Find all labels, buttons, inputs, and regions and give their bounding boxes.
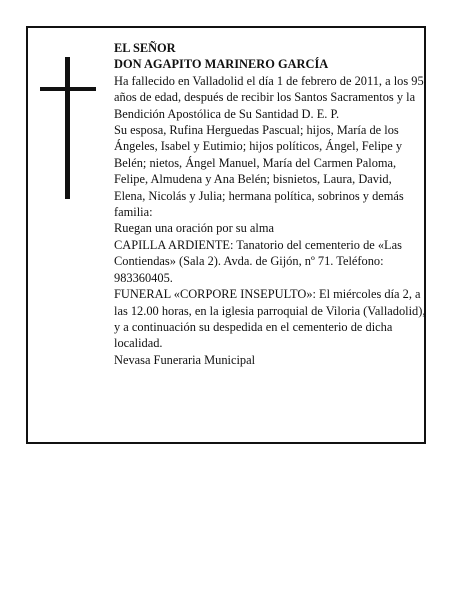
funeral-home: Nevasa Funeraria Municipal <box>114 352 256 367</box>
prayer-request: Ruegan una oración por su alma <box>114 221 274 236</box>
family-list: Su esposa, Rufina Herguedas Pascual; hijos, María de los Ángeles, Isabel y Eutimio; hijos políticos, Ángel, Felipe y Belén; nietos, Ángel Manuel, María del Carmen Paloma, Felipe, Almudena y Ana Belén; bisnietos, Laura, David, Elena, Nicolás y Julia; hermana política, sobrinos y demás familia: <box>114 123 404 220</box>
cross-vertical-bar <box>65 57 70 199</box>
cross-icon <box>40 57 96 199</box>
chapel-info: CAPILLA ARDIENTE: Tanatorio del cementerio de «Las Contiendas» (Sala 2). Avda. de Gijón, nº 71. Teléfono: 983360405. <box>114 237 402 285</box>
funeral-info: FUNERAL «CORPORE INSEPULTO»: El miércoles día 2, a las 12.00 horas, en la iglesia parroquial de Viloria (Valladolid), y a continuación su despedida en el cementerio de dicha localidad. <box>114 287 426 351</box>
deceased-name: DON AGAPITO MARINERO GARCÍA <box>114 57 329 72</box>
notice-title: EL SEÑOR <box>114 41 176 55</box>
death-announcement: Ha fallecido en Valladolid el día 1 de febrero de 2011, a los 95 años de edad, después de recibir los Santos Sacramentos y la Bendición Apostólica de Su Santidad D. E. P. <box>114 73 424 121</box>
notice-text <box>114 40 426 368</box>
cross-horizontal-bar <box>40 87 96 91</box>
obituary-notice <box>26 26 426 444</box>
